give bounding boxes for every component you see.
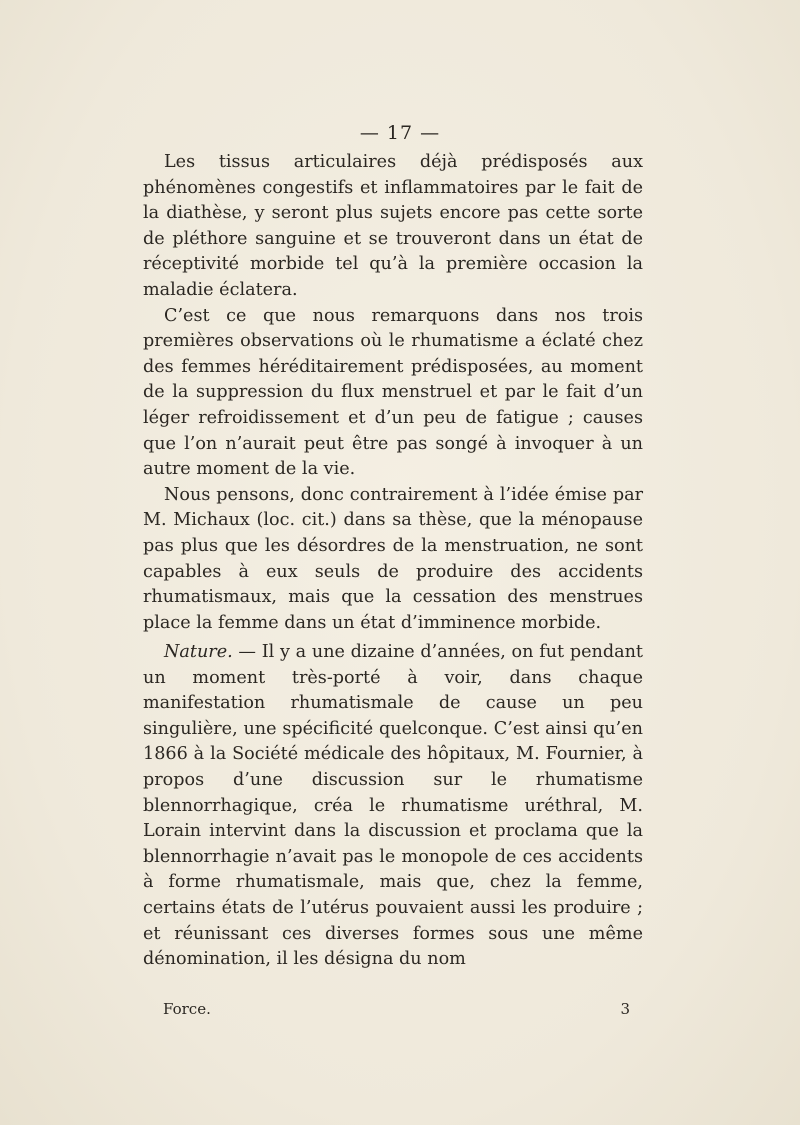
paragraph-nature xyxy=(143,640,643,973)
page-number: — 17 — xyxy=(359,122,441,144)
signature-author: Force. xyxy=(163,1000,211,1018)
nature-paragraph-text: — Il y a une dizaine d’années, on fut pendant un moment très-porté à voir, dans chaque manifestation rhumatismale de cause un peu singulière, une spécificité quelconque. C’est ainsi qu’en 1866 à la Société médicale des hôpitaux, M. Fournier, à propos d’une discussion sur le rhumatisme blennorrhagique, créa le rhumatisme uréthral, M. Lorain intervint dans la discussion et proclama que la blennorrhagie n’avait pas le monopole de ces accidents à forme rhumatismale, mais que, chez la femme, certains états de l’utérus pouvaient aussi les produire ; et réunissant ces diverses formes sous une même dénomination, il les désigna du nom xyxy=(143,642,643,970)
paragraph: C’est ce que nous remarquons dans nos trois premières observations où le rhumatisme a éclaté chez des femmes héréditairement prédisposées, au moment de la suppression du flux menstruel et par le fait d’un léger refroidissement et d’un peu de fatigue ; causes que l’on n’aurait peut être pas songé à invoquer à un autre moment de la vie. xyxy=(143,305,643,480)
signature-number: 3 xyxy=(620,1000,630,1018)
signature-line xyxy=(163,1000,630,1018)
paragraph: Nous pensons, donc contrairement à l’idée émise par M. Michaux (loc. cit.) dans sa thèse, que la ménopause pas plus que les désordres de la menstruation, ne sont capables à eux seuls de produire des accidents rhumatismaux, mais que la cessation des menstrues place la femme dans un état d’imminence morbide. xyxy=(143,484,643,633)
paragraph: Les tissus articulaires déjà prédisposés aux phénomènes congestifs et inflammatoires par le fait de la diathèse, y seront plus sujets encore pas cette sorte de pléthore sanguine et se trouveront dans un état de réceptivité morbide tel qu’à la première occasion la maladie éclatera. xyxy=(143,152,643,300)
text-block-nature xyxy=(143,640,643,973)
section-label-nature: Nature. xyxy=(164,642,233,662)
text-block-intro xyxy=(143,150,643,636)
